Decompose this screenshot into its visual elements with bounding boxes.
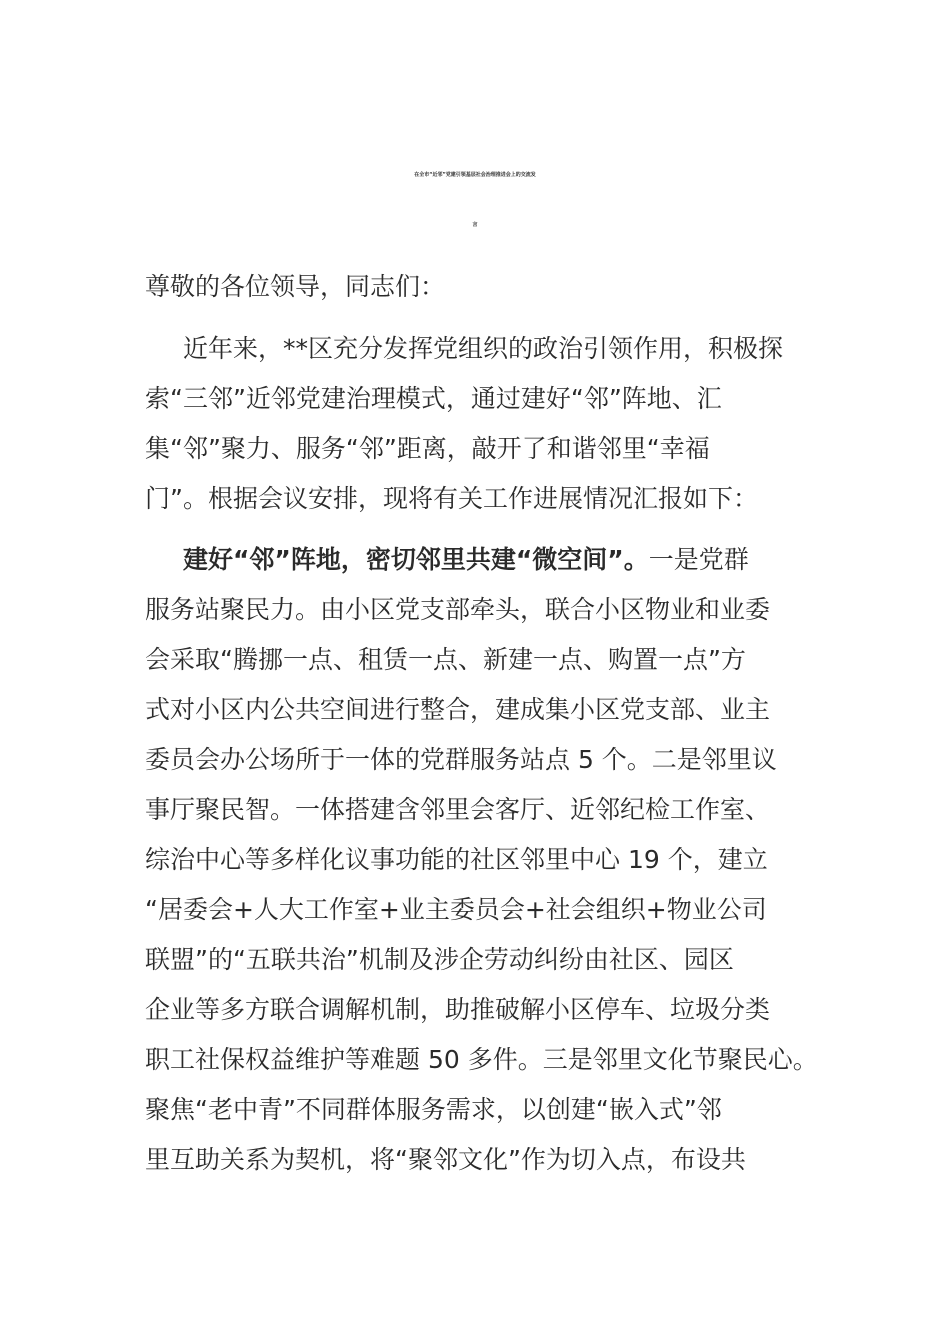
paragraph2-line-4: 式对小区内公共空间进行整合，建成集小区党支部、业主 [145, 695, 771, 724]
paragraph2-line-6: 事厅聚民智。一体搭建含邻里会客厅、近邻纪检工作室、 [145, 795, 771, 824]
paragraph2-line-10: 企业等多方联合调解机制，助推破解小区停车、垃圾分类 [145, 995, 771, 1024]
paragraph2-first-line-rest: 一是党群 [648, 545, 749, 574]
salutation: 尊敬的各位领导，同志们： [145, 272, 446, 301]
paragraph2-line-8: “居委会+人大工作室+业主委员会+社会组织+物业公司 [145, 895, 767, 924]
paragraph2-line-3: 会采取“腾挪一点、租赁一点、新建一点、购置一点”方 [145, 645, 746, 674]
document-title-line-2: 言 [472, 222, 478, 228]
paragraph2-line-12: 聚焦“老中青”不同群体服务需求，以创建“嵌入式”邻 [145, 1095, 722, 1124]
paragraph2-line-5: 委员会办公场所于一体的党群服务站点 5 个。二是邻里议 [145, 745, 777, 774]
paragraph2-line-1 [183, 545, 749, 575]
paragraph2-line-9: 联盟”的“五联共治”机制及涉企劳动纠纷由社区、园区 [145, 945, 734, 974]
paragraph1-line-3: 集“邻”聚力、服务“邻”距离，敲开了和谐邻里“幸福 [145, 434, 710, 463]
paragraph2-line-13: 里互助关系为契机，将“聚邻文化”作为切入点，布设共 [145, 1145, 746, 1174]
paragraph2-heading: 建好“邻”阵地，密切邻里共建“微空间”。 [183, 545, 649, 574]
paragraph1-line-2: 索“三邻”近邻党建治理模式，通过建好“邻”阵地、汇 [145, 384, 722, 413]
paragraph1-line-1: 近年来，**区充分发挥党组织的政治引领作用，积极探 [183, 334, 784, 363]
paragraph1-line-4: 门”。根据会议安排，现将有关工作进展情况汇报如下： [145, 484, 758, 513]
paragraph2-line-7: 综治中心等多样化议事功能的社区邻里中心 19 个，建立 [145, 845, 768, 874]
paragraph2-line-2: 服务站聚民力。由小区党支部牵头，联合小区物业和业委 [145, 595, 771, 624]
document-title-line-1: 在全市“近邻”党建引领基层社会治理推进会上的交流发 [414, 172, 536, 178]
paragraph2-line-11: 职工社保权益维护等难题 50 多件。三是邻里文化节聚民心。 [145, 1045, 818, 1074]
